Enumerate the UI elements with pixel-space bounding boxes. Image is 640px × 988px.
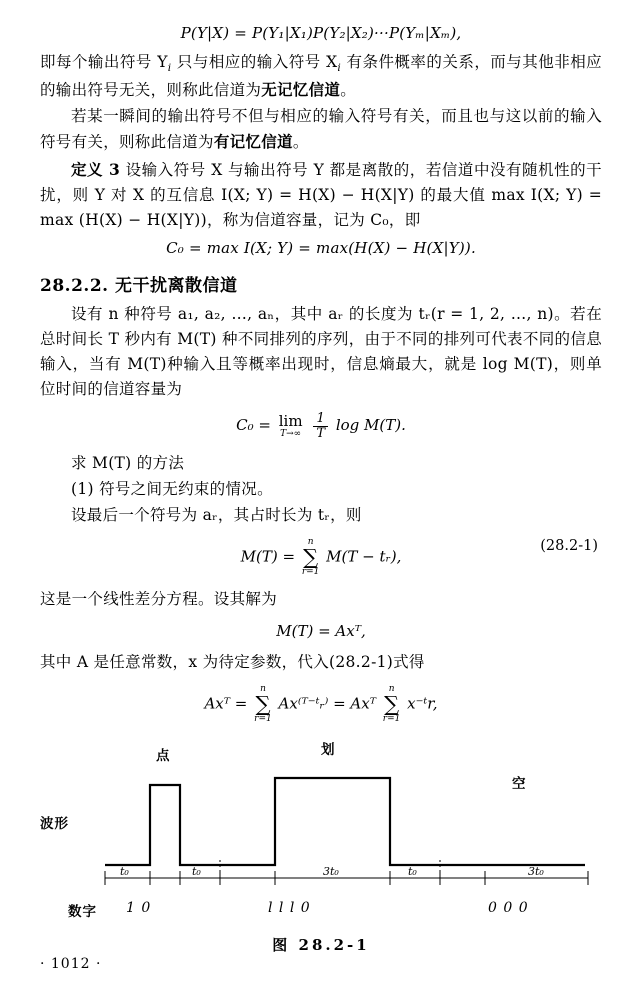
section-number: 28.2.2. <box>40 275 109 296</box>
figure-28-2-1 <box>40 742 602 965</box>
paragraph-1-part-a: 即每个输出符号 Y <box>40 53 168 71</box>
figure-label-dot: 点 <box>156 748 171 765</box>
paragraph-1-part-b: 只与相应的输入符号 X <box>176 53 338 71</box>
paragraph-2-text: 若某一瞬间的输出符号不但与相应的输入符号有关，而且也与这以前的输入符号有关，则称此信道为 <box>40 107 602 152</box>
body-paragraph-6: 其中 A 是任意常数，x 为待定参数，代入(28.2-1)式得 <box>40 652 425 671</box>
definition-label: 定义 3 <box>71 159 121 179</box>
section-heading <box>40 271 602 296</box>
equation-mt-solution: M(T) = Axᵀ, <box>276 621 366 640</box>
equation-axt <box>40 685 602 724</box>
equation-axt-tail: x⁻ᵗr, <box>407 694 438 713</box>
equation-capacity-limit <box>40 412 602 440</box>
paragraph-2-end: 。 <box>292 133 309 152</box>
body-paragraph-5: 这是一个线性差分方程。设其解为 <box>40 589 278 608</box>
time-label-3t0-2: 3t₀ <box>528 865 544 879</box>
body-paragraph-1: 设有 n 种符号 a₁, a₂, …, aₙ，其中 aᵣ 的长度为 tᵣ(r = 1, 2, …, n)。若在总时间长 T 秒内有 M(T) 种不同排列的序列，由于不同的排列可代表不同的信息输入，当有 M(T)种输入且等概率出现时，信息熵最大，就是 log M(T)，则单位时间的信道容量为 <box>40 304 602 399</box>
equation-axt-lhs: Axᵀ = <box>204 694 248 713</box>
paragraph-1-end: 。 <box>340 81 357 100</box>
limit-operator: lim T→∞ <box>278 411 303 439</box>
paragraph-1-part-c: 有条件概率的关系，而与其他非相应的输出符号无关，则称此信道为 <box>40 53 602 100</box>
time-label-t0-3: t₀ <box>408 865 417 879</box>
body-paragraph-3: (1) 符号之间无约束的情况。 <box>71 479 273 498</box>
equation-number: (28.2-1) <box>540 537 598 554</box>
summation-symbol-3: n ∑ r=1 <box>382 684 401 725</box>
time-label-t0-1: t₀ <box>120 865 129 879</box>
equation-capacity-lhs: C₀ = <box>236 416 271 435</box>
time-label-3t0-1: 3t₀ <box>323 865 339 879</box>
definition-text: 设输入符号 X 与输出符号 Y 都是离散的，若信道中没有随机性的干扰，则 Y 对 X 的互信息 I(X; Y) = H(X) − H(X|Y) 的最大值 max I(X; Y) = max (H(X) − H(X|Y))，称为信道容量，记为 C₀，即 <box>40 160 602 229</box>
page-number: · 1012 · <box>40 956 102 972</box>
fraction-one-over-t: $\frac{1}{T}$ <box>313 412 328 440</box>
digit-group-3: 0 0 0 <box>488 900 529 917</box>
paragraph-1 <box>40 50 602 103</box>
section-title: 无干扰离散信道 <box>115 275 238 296</box>
equation-mt-rhs: M(T − tᵣ), <box>326 547 402 566</box>
definition-3 <box>40 157 602 233</box>
equation-mt-lhs: M(T) = <box>240 547 296 566</box>
body-paragraph-4: 设最后一个符号为 aᵣ，其占时长为 tᵣ，则 <box>71 505 362 524</box>
equation-capacity-log: log M(T). <box>335 416 406 435</box>
equation-28-2-1 <box>40 538 602 577</box>
figure-caption: 图 28.2-1 <box>272 936 370 955</box>
figure-label-waveform: 波形 <box>40 816 69 833</box>
subscript-i-2: i <box>337 62 342 75</box>
figure-label-space: 空 <box>512 776 527 793</box>
digit-group-1: 1 0 <box>126 900 152 917</box>
time-label-t0-2: t₀ <box>192 865 201 879</box>
term-memoryless-channel: 无记忆信道 <box>261 80 341 100</box>
figure-label-dash: 划 <box>321 742 336 759</box>
summation-symbol: n ∑ r=1 <box>301 536 320 577</box>
equation-top: P(Y|X) = P(Y₁|X₁)P(Y₂|X₂)···P(Yₘ|Xₘ), <box>180 24 462 42</box>
subscript-i: i <box>167 62 172 75</box>
paragraph-2 <box>40 104 602 155</box>
equation-capacity: C₀ = max I(X; Y) = max(H(X) − H(X|Y)). <box>166 238 476 257</box>
body-paragraph-2: 求 M(T) 的方法 <box>71 453 185 472</box>
equation-axt-mid: Ax⁽ᵀ⁻ᵗᵣ⁾ = Axᵀ <box>278 694 377 713</box>
term-memory-channel: 有记忆信道 <box>213 132 293 152</box>
digit-group-2: l l l 0 <box>268 900 311 917</box>
summation-symbol-2: n ∑ r=1 <box>254 684 272 725</box>
figure-label-digits: 数字 <box>68 904 97 921</box>
